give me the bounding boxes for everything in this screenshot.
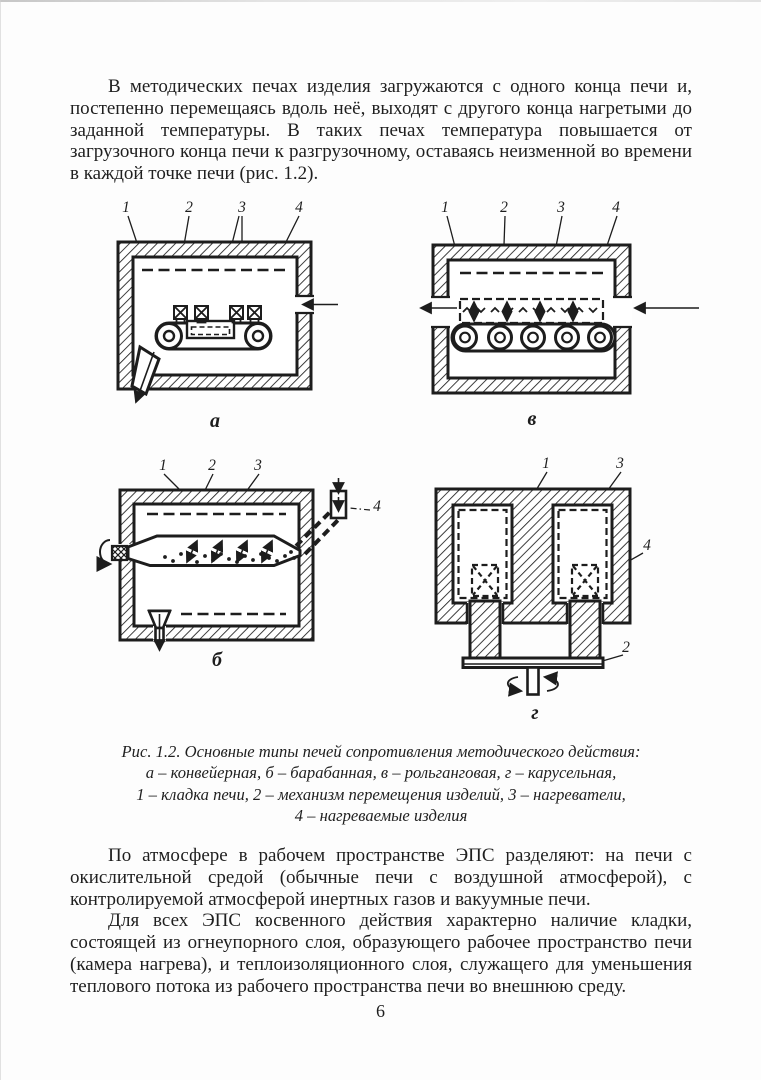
callout-3: 3 (557, 199, 565, 216)
callout-3: 3 (254, 457, 262, 474)
callout-3: 3 (238, 199, 246, 216)
diagram-letter-g: г (531, 702, 539, 724)
callout-4: 4 (373, 498, 381, 515)
callout-3: 3 (616, 455, 624, 472)
diagram-v-roller-furnace (412, 196, 702, 436)
diagram-letter-b: б (212, 649, 222, 671)
callout-1: 1 (542, 455, 550, 472)
intro-text: В методических печах изделия загружаются с одного конца печи и, постепенно перемещаясь вдоль неё, выходят с другого конца нагретыми до заданной температуры. В таких печах температура повышается от загрузочного конца печи к разгрузочному, оставаясь неизменной во времени в каждой точке печи (рис. 1.2). (70, 76, 692, 185)
callout-4: 4 (643, 537, 651, 554)
paragraph-atmosphere: По атмосфере в рабочем пространстве ЭПС разделяют: на печи с окислительной средой (обычные печи с воздушной атмосферой), с контролируемой атмосферой инертных газов и вакуумные печи. (70, 845, 692, 910)
diagram-letter-a: а (210, 410, 220, 432)
figure-caption-line3: 1 – кладка печи, 2 – механизм перемещения изделий, 3 – нагреватели, (136, 784, 626, 804)
paragraph-intro (70, 76, 692, 185)
drum-shaft-bearing (112, 546, 127, 560)
well-chamber-right (553, 505, 612, 603)
rollers (452, 324, 615, 351)
diagram-g-carousel-furnace (425, 450, 710, 725)
figure-caption-line1: Рис. 1.2. Основные типы печей сопротивления методического действия: (121, 742, 641, 761)
callout-4: 4 (295, 199, 303, 216)
body-paragraphs (70, 845, 692, 998)
conveyor (156, 321, 271, 349)
rotary-plate (463, 658, 603, 668)
callout-1: 1 (159, 457, 167, 474)
callout-2: 2 (185, 199, 193, 216)
paragraph-lining: Для всех ЭПС косвенного действия характерно наличие кладки, состоящей из огнеупорного слоя, образующего рабочее пространство печи (камера нагрева), и теплоизоляционного слоя, служащего для уменьшения теплового потока из рабочего пространства печи во внешнюю среду. (70, 910, 692, 997)
rotation-arrow-left (508, 677, 521, 691)
callout-1: 1 (122, 199, 130, 216)
diagram-b-drum-furnace (85, 450, 415, 685)
callout-1: 1 (441, 199, 449, 216)
page-number: 6 (376, 1001, 385, 1021)
figure-caption (70, 741, 692, 827)
figure-caption-line4: 4 – нагреваемые изделия (294, 806, 468, 826)
callout-2: 2 (500, 199, 508, 216)
diagram-letter-v: в (527, 408, 537, 430)
rotation-arrow-right (545, 677, 558, 691)
callout-2: 2 (208, 457, 216, 474)
figure-caption-line2: а – конвейерная, б – барабанная, в – рольганговая, г – карусельная, (145, 763, 617, 783)
rotary-table (463, 658, 603, 695)
drive-shaft (528, 668, 539, 695)
well-chamber-left (453, 505, 512, 603)
callout-2: 2 (622, 639, 630, 656)
callout-4: 4 (612, 199, 620, 216)
rotation-arrow (100, 540, 110, 564)
diagram-a-conveyor-furnace (112, 196, 340, 433)
furnace-wall (431, 245, 632, 393)
